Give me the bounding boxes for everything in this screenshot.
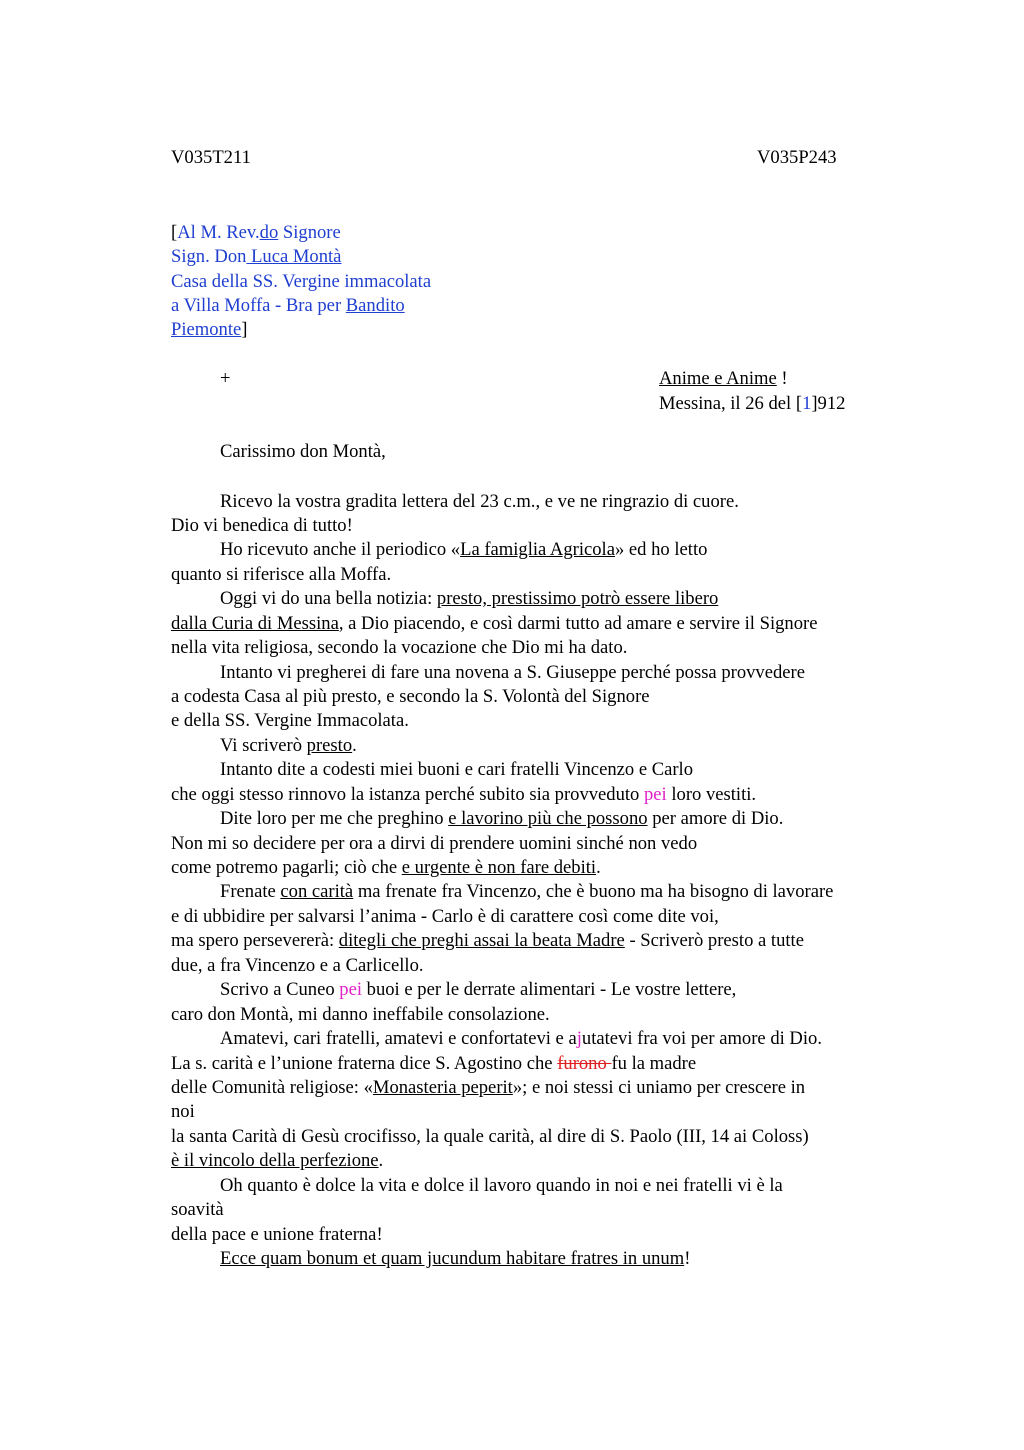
body-line: caro don Montà, mi danno ineffabile consolazione. <box>171 1004 550 1025</box>
body-line: ma spero persevererà: ditegli che preghi assai la beata Madre - Scriverò presto a tutte <box>171 930 804 951</box>
salutation: Carissimo don Montà, <box>220 441 386 462</box>
body-line: due, a fra Vincenzo e a Carlicello. <box>171 955 424 976</box>
body-line: Non mi so decidere per ora a dirvi di prendere uomini sinché non vedo <box>171 833 698 854</box>
body-line: nella vita religiosa, secondo la vocazione che Dio mi ha dato. <box>171 637 628 658</box>
body-line: Intanto dite a codesti miei buoni e cari fratelli Vincenzo e Carlo <box>220 759 694 780</box>
body-line: Oggi vi do una bella notizia: presto, prestissimo potrò essere libero <box>220 588 719 609</box>
deleted-word: furono <box>557 1053 612 1074</box>
body-line: quanto si riferisce alla Moffa. <box>171 564 392 585</box>
body-line: la santa Carità di Gesù crocifisso, la quale carità, al dire di S. Paolo (III, 14 ai Coloss) <box>171 1126 809 1147</box>
body-line: come potremo pagarli; ciò che e urgente è non fare debiti. <box>171 857 601 878</box>
address-line-5: Piemonte] <box>171 319 248 340</box>
doc-code-right: V035P243 <box>757 147 837 168</box>
place-date: Messina, il 26 del [1]912 <box>659 393 846 414</box>
doc-code-left: V035T211 <box>171 147 251 168</box>
address-line-1: [Al M. Rev.do Signore <box>171 222 341 243</box>
body-line: La s. carità e l’unione fraterna dice S. Agostino che furono fu la madre <box>171 1053 697 1074</box>
cross-symbol: + <box>220 368 231 389</box>
body-line: Dite loro per me che preghino e lavorino più che possono per amore di Dio. <box>220 808 784 829</box>
body-line: Oh quanto è dolce la vita e dolce il lavoro quando in noi e nei fratelli vi è la <box>220 1175 783 1196</box>
body-line: Amatevi, cari fratelli, amatevi e confortatevi e ajutatevi fra voi per amore di Dio. <box>220 1028 822 1049</box>
body-line: noi <box>171 1101 195 1122</box>
body-line: e di ubbidire per salvarsi l’anima - Carlo è di carattere così come dite voi, <box>171 906 719 927</box>
body-line: Ecce quam bonum et quam jucundum habitare fratres in unum! <box>220 1248 691 1269</box>
address-line-2: Sign. Don Luca Montà <box>171 246 342 267</box>
body-line: delle Comunità religiose: «Monasteria peperit»; e noi stessi ci uniamo per crescere in <box>171 1077 806 1098</box>
address-line-4: a Villa Moffa - Bra per Bandito <box>171 295 405 316</box>
body-line: Frenate con carità ma frenate fra Vincenzo, che è buono ma ha bisogno di lavorare <box>220 881 834 902</box>
body-line: Ricevo la vostra gradita lettera del 23 c.m., e ve ne ringrazio di cuore. <box>220 491 739 512</box>
body-line: dalla Curia di Messina, a Dio piacendo, e così darmi tutto ad amare e servire il Signore <box>171 613 818 634</box>
body-line: Ho ricevuto anche il periodico «La famiglia Agricola» ed ho letto <box>220 539 708 560</box>
body-line: è il vincolo della perfezione. <box>171 1150 384 1171</box>
body-line: a codesta Casa al più presto, e secondo la S. Volontà del Signore <box>171 686 650 707</box>
body-line: Vi scriverò presto. <box>220 735 357 756</box>
body-line: che oggi stesso rinnovo la istanza perché subito sia provveduto pei loro vestiti. <box>171 784 757 805</box>
body-line: soavità <box>171 1199 224 1220</box>
body-line: Dio vi benedica di tutto! <box>171 515 353 536</box>
body-line: della pace e unione fraterna! <box>171 1224 383 1245</box>
address-line-3: Casa della SS. Vergine immacolata <box>171 271 432 292</box>
body-line: e della SS. Vergine Immacolata. <box>171 710 409 731</box>
body-line: Scrivo a Cuneo pei buoi e per le derrate alimentari - Le vostre lettere, <box>220 979 737 1000</box>
motto: Anime e Anime ! <box>659 368 788 389</box>
body-line: Intanto vi pregherei di fare una novena a S. Giuseppe perché possa provvedere <box>220 662 805 683</box>
